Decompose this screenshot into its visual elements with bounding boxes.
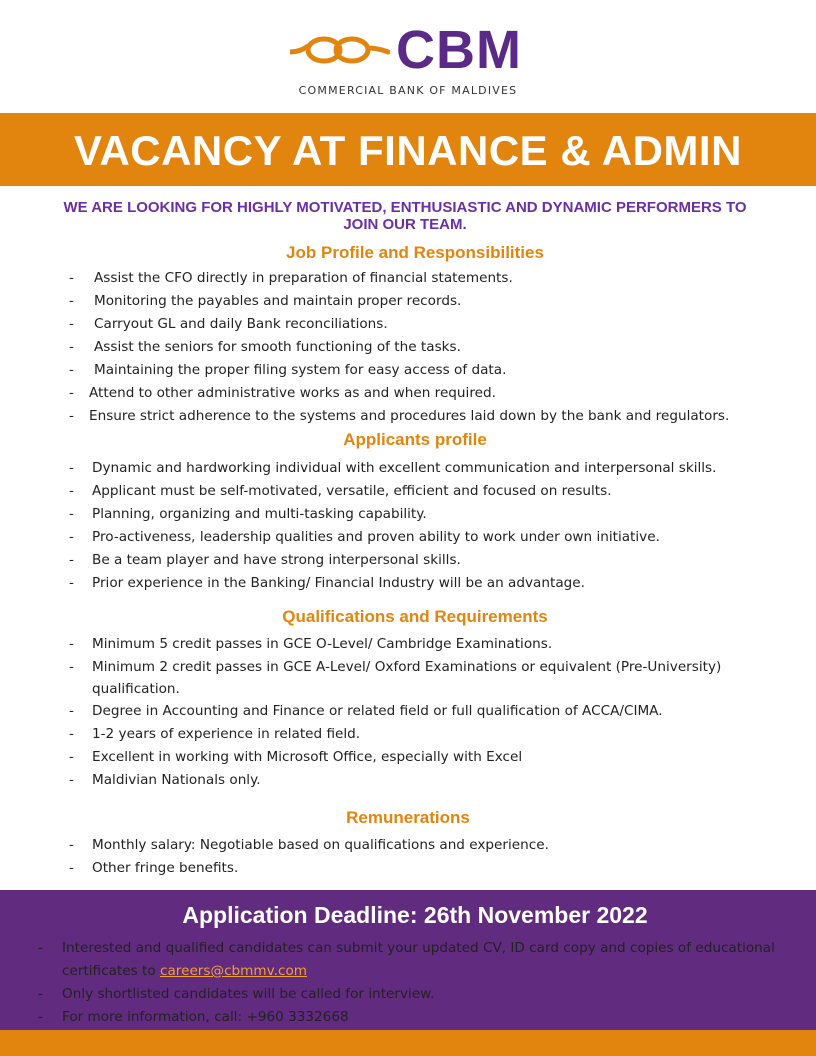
bullet-dash: - — [69, 703, 74, 719]
section-heading-job: Job Profile and Responsibilities — [286, 243, 544, 262]
application-instructions-list — [38, 937, 798, 1029]
applicants-profile-list — [69, 457, 809, 595]
bullet-dash: - — [38, 986, 43, 1002]
list-item — [69, 633, 809, 656]
bullet-dash: - — [69, 749, 74, 765]
list-item — [69, 457, 809, 480]
footer-band — [0, 1030, 816, 1056]
list-item — [38, 937, 798, 983]
list-item — [38, 1006, 798, 1029]
logo-wordmark: CBM — [396, 20, 522, 80]
bullet-dash: - — [69, 339, 74, 355]
bullet-dash: - — [38, 1009, 43, 1025]
list-item — [69, 549, 809, 572]
logo-subtitle: COMMERCIAL BANK OF MALDIVES — [298, 84, 518, 97]
list-item — [69, 336, 809, 359]
bullet-dash: - — [69, 460, 74, 476]
list-item-text: Carryout GL and daily Bank reconciliations. — [94, 316, 388, 332]
deadline-banner — [0, 890, 816, 1030]
section-heading-remunerations: Remunerations — [346, 808, 470, 827]
tagline: WE ARE LOOKING FOR HIGHLY MOTIVATED, ENTHUSIASTIC AND DYNAMIC PERFORMERS TO JOIN OUR TEAM. — [63, 199, 747, 233]
list-item-text: Assist the seniors for smooth functioning of the tasks. — [94, 339, 461, 355]
deadline-heading: Application Deadline: 26th November 2022 — [182, 902, 648, 928]
list-item — [69, 382, 809, 405]
list-item — [69, 480, 809, 503]
list-item-text: Only shortlisted candidates will be called for interview. — [62, 986, 435, 1002]
section-heading-applicants: Applicants profile — [343, 430, 487, 449]
bullet-dash: - — [69, 772, 74, 788]
remunerations-list — [69, 834, 809, 880]
list-item-text: 1-2 years of experience in related field. — [92, 726, 361, 742]
list-item-text: Other fringe benefits. — [92, 860, 239, 876]
list-item-text: Minimum 2 credit passes in GCE A-Level/ Oxford Examinations or equivalent (Pre-University) qualification. — [92, 659, 722, 697]
list-item-text: Planning, organizing and multi-tasking capability. — [92, 506, 427, 522]
list-item — [38, 983, 798, 1006]
list-item — [69, 857, 809, 880]
bullet-dash: - — [69, 385, 74, 401]
bullet-dash: - — [69, 860, 74, 876]
list-item — [69, 267, 809, 290]
list-item-text: Maintaining the proper filing system for easy access of data. — [94, 362, 507, 378]
list-item-text: Dynamic and hardworking individual with excellent communication and interpersonal skills. — [92, 460, 717, 476]
list-item — [69, 572, 809, 595]
list-item-text: Minimum 5 credit passes in GCE O-Level/ Cambridge Examinations. — [92, 636, 553, 652]
list-item — [69, 769, 809, 792]
bullet-dash: - — [69, 483, 74, 499]
list-item — [69, 700, 809, 723]
list-item-text: Monitoring the payables and maintain proper records. — [94, 293, 462, 309]
page-title: VACANCY AT FINANCE & ADMIN — [74, 127, 742, 174]
list-item-text: Degree in Accounting and Finance or related field or full qualification of ACCA/CIMA. — [92, 703, 663, 719]
list-item-text: Pro-activeness, leadership qualities and proven ability to work under own initiative. — [92, 529, 660, 545]
list-item-text — [62, 937, 798, 983]
bullet-dash: - — [69, 659, 74, 675]
list-item — [69, 834, 809, 857]
list-item — [69, 405, 809, 428]
list-item — [69, 526, 809, 549]
list-item-text: Applicant must be self-motivated, versatile, efficient and focused on results. — [92, 483, 612, 499]
list-item-text: Assist the CFO directly in preparation of financial statements. — [94, 270, 513, 286]
list-item — [69, 359, 809, 382]
list-item — [69, 723, 809, 746]
cbm-knot-icon — [290, 30, 390, 70]
submit-instruction-text: Interested and qualified candidates can submit your updated CV, ID card copy and copies of educational certificates to — [62, 940, 775, 979]
list-item-text: Be a team player and have strong interpersonal skills. — [92, 552, 461, 568]
bullet-dash: - — [38, 940, 43, 956]
list-item — [69, 313, 809, 336]
bullet-dash: - — [69, 408, 74, 424]
list-item-text: For more information, call: +960 3332668 — [62, 1009, 349, 1025]
cbm-logo — [290, 20, 530, 80]
section-heading-qualifications: Qualifications and Requirements — [282, 607, 548, 626]
list-item-text: Prior experience in the Banking/ Financial Industry will be an advantage. — [92, 575, 585, 591]
bullet-dash: - — [69, 506, 74, 522]
list-item — [69, 290, 809, 313]
bullet-dash: - — [69, 552, 74, 568]
bullet-dash: - — [69, 362, 74, 378]
qualifications-list — [69, 633, 809, 792]
job-responsibilities-list — [69, 267, 809, 428]
careers-email-link[interactable]: careers@cbmmv.com — [159, 963, 307, 979]
list-item-text: Monthly salary: Negotiable based on qualifications and experience. — [92, 837, 549, 853]
list-item-text: Excellent in working with Microsoft Office, especially with Excel — [92, 749, 523, 765]
list-item-text: Attend to other administrative works as and when required. — [89, 385, 496, 401]
list-item-text: Maldivian Nationals only. — [92, 772, 261, 788]
list-item-text: Ensure strict adherence to the systems and procedures laid down by the bank and regulators. — [89, 408, 730, 424]
bullet-dash: - — [69, 316, 74, 332]
bullet-dash: - — [69, 837, 74, 853]
list-item — [69, 656, 809, 700]
bullet-dash: - — [69, 726, 74, 742]
bullet-dash: - — [69, 575, 74, 591]
bullet-dash: - — [69, 270, 74, 286]
bullet-dash: - — [69, 529, 74, 545]
title-banner — [0, 113, 816, 186]
bullet-dash: - — [69, 293, 74, 309]
list-item — [69, 746, 809, 769]
header-logo-area — [0, 0, 816, 112]
bullet-dash: - — [69, 636, 74, 652]
list-item — [69, 503, 809, 526]
